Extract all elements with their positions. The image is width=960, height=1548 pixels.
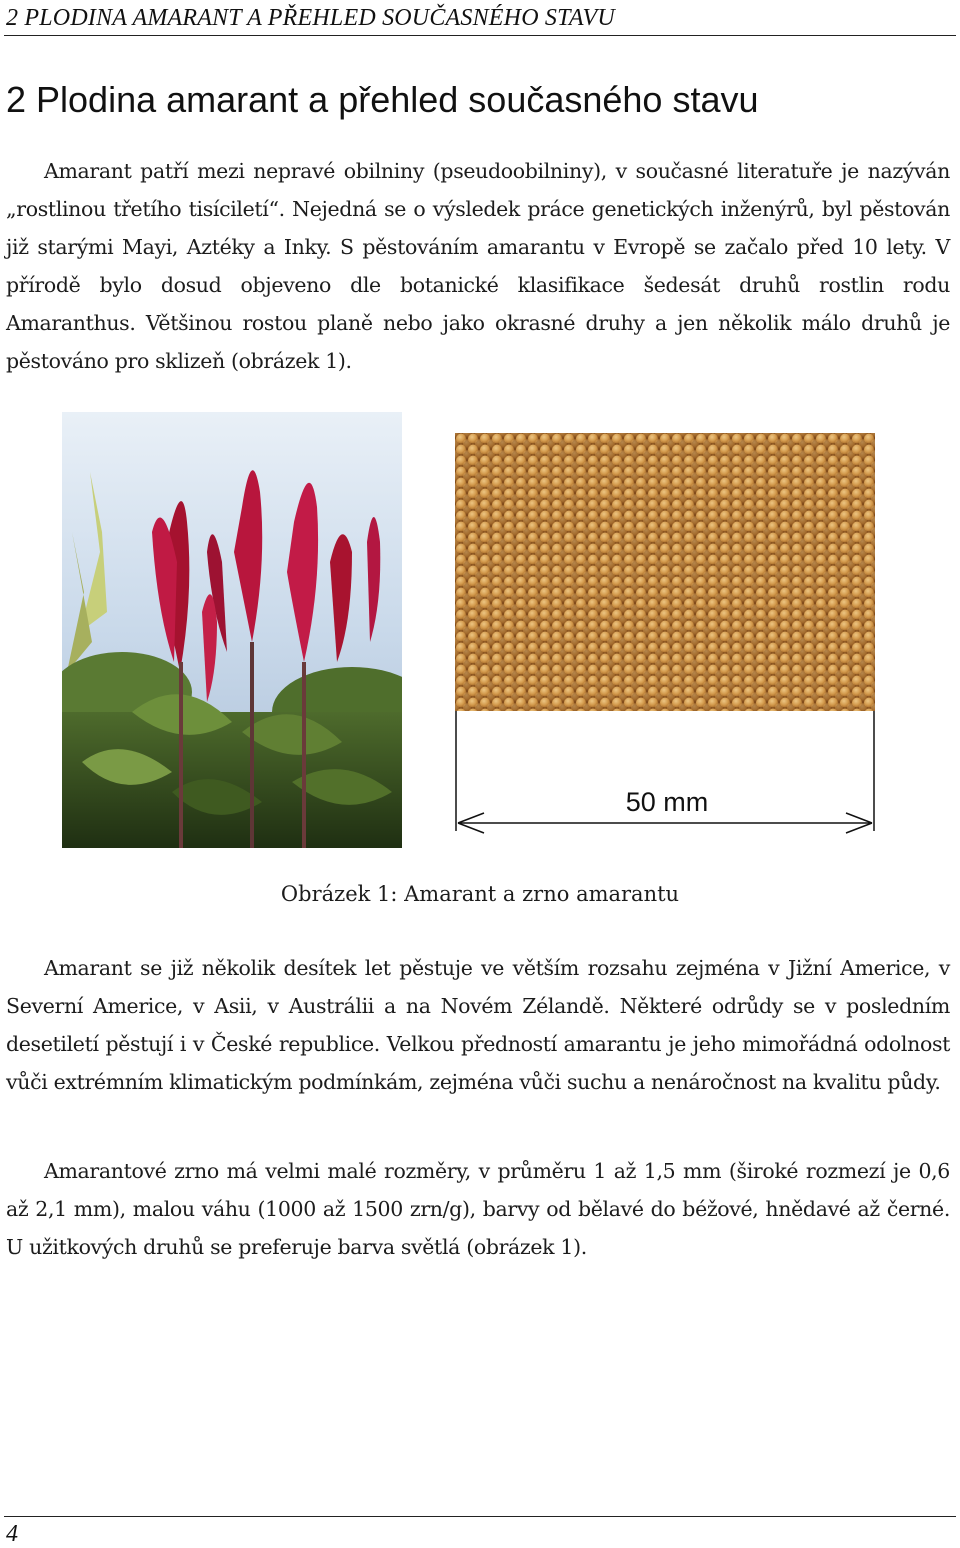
running-header: 2 PLODINA AMARANT A PŘEHLED SOUČASNÉHO STAVU — [6, 5, 615, 31]
chapter-title: 2 Plodina amarant a přehled současného stavu — [6, 79, 759, 120]
footer-rule — [4, 1516, 956, 1517]
page-number: 4 — [6, 1521, 18, 1547]
paragraph-intro: Amarant patří mezi nepravé obilniny (pseudoobilniny), v současné literatuře je nazýván „rostlinou třetího tisíciletí“. Nejedná se o výsledek práce genetických inženýrů, byl pěstován již starými Mayi, Aztéky a Inky. S pěstováním amarantu v Evropě se začalo před 10 lety. V přírodě bylo dosud objeveno dle botanické klasifikace šedesát druhů rostlin rodu Amaranthus. Většinou rostou planě nebo jako okrasné druhy a jen několik málo druhů je pěstováno pro sklizeň (obrázek 1). — [6, 159, 950, 373]
paragraph-cultivation: Amarant se již několik desítek let pěstuje ve větším rozsahu zejména v Jižní Americe, v Severní Americe, v Asii, v Austrálii a na Novém Zélandě. Některé odrůdy se v posledním desetiletí pěstují i v České republice. Velkou předností amarantu je jeho mimořádná odolnost vůči extrémním klimatickým podmínkám, zejména vůči suchu a nenáročnost na kvalitu půdy. — [6, 956, 950, 1094]
paragraph-grain: Amarantové zrno má velmi malé rozměry, v průměru 1 až 1,5 mm (široké rozmezí je 0,6 až 2,1 mm), malou váhu (1000 až 1500 zrn/g), barvy od bělavé do béžové, hnědavé až černé. U užitkových druhů se preferuje barva světlá (obrázek 1). — [6, 1159, 950, 1259]
header-rule — [4, 35, 956, 36]
scale-label: 50 mm — [625, 787, 709, 817]
scale-bar — [440, 705, 890, 845]
amaranth-grain-photo — [455, 433, 875, 711]
figure-caption: Obrázek 1: Amarant a zrno amarantu — [280, 882, 680, 906]
amaranth-plant-photo — [62, 412, 402, 848]
